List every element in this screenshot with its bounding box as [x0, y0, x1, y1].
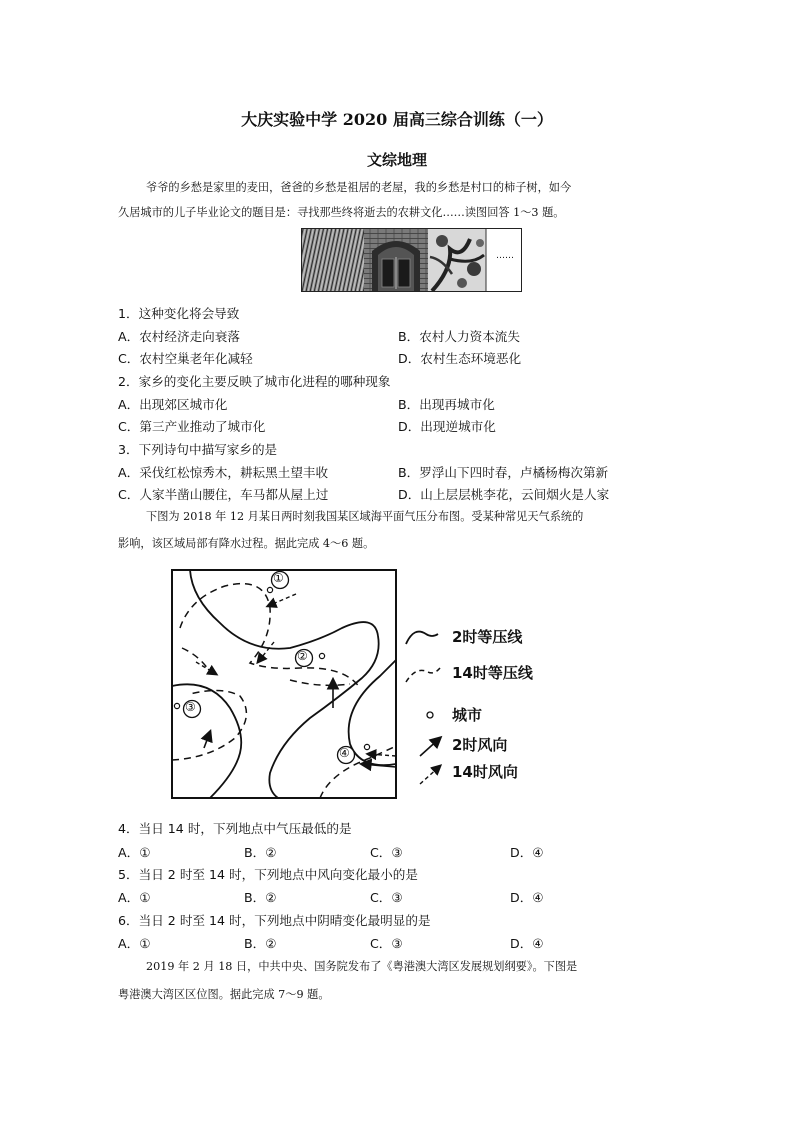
q5-option-b[interactable]: B．② [244, 890, 277, 905]
page-title: 大庆实验中学 2020 届高三综合训练（一） [241, 110, 553, 129]
q4-stem: 4．当日 14 时，下列地点中气压最低的是 [118, 821, 352, 836]
persimmon-tree-photo [428, 229, 486, 291]
legend-2h-wind-symbol [420, 738, 440, 756]
intro1-line2: 久居城市的儿子毕业论文的题目是：寻找那些终将逝去的农耕文化……读图回答 1～3 题。 [118, 206, 565, 219]
legend-symbols [400, 620, 460, 790]
q3-option-b[interactable]: B．罗浮山下四时春，卢橘杨梅次第新 [398, 465, 609, 480]
q1-stem: 1．这种变化将会导致 [118, 306, 240, 321]
q2-option-d[interactable]: D．出现逆城市化 [398, 419, 496, 434]
map-legend [400, 620, 600, 790]
legend-isobar-2h: 2时等压线 [452, 628, 523, 646]
legend-solid-isobar-symbol [406, 632, 438, 644]
point-1-text: ① [273, 571, 284, 585]
q5-option-a[interactable]: A．① [118, 890, 151, 905]
city-dot-3 [174, 703, 179, 708]
q1-option-a[interactable]: A．农村经济走向衰落 [118, 329, 240, 344]
q3-option-d[interactable]: D．山上层层桃李花，云间烟火是人家 [398, 487, 610, 502]
q3-option-a[interactable]: A．采伐红松惊秀木，耕耘黑土望丰收 [118, 465, 329, 480]
q4-option-b[interactable]: B．② [244, 845, 277, 860]
q2-option-b[interactable]: B．出现再城市化 [398, 397, 495, 412]
city-dot-4 [364, 744, 369, 749]
q6-option-d[interactable]: D．④ [510, 936, 544, 951]
legend-wind-14h: 14时风向 [452, 763, 518, 781]
point-2-text: ② [297, 649, 308, 663]
legend-14h-wind-symbol [420, 766, 440, 784]
q5-option-d[interactable]: D．④ [510, 890, 544, 905]
point-4-text: ④ [339, 746, 350, 760]
intro3-line2: 粤港澳大湾区区位图。据此完成 7～9 题。 [118, 988, 330, 1001]
q6-option-c[interactable]: C．③ [370, 936, 403, 951]
legend-city: 城市 [452, 706, 483, 724]
q1-option-d[interactable]: D．农村生态环境恶化 [398, 351, 522, 366]
intro1-line1: 爷爷的乡愁是家里的麦田，爸爸的乡愁是祖居的老屋，我的乡愁是村口的柿子树，如今 [146, 181, 572, 194]
photo-caption: …… [496, 251, 514, 261]
q5-option-c[interactable]: C．③ [370, 890, 403, 905]
page-subtitle: 文综地理 [366, 151, 427, 169]
q4-option-c[interactable]: C．③ [370, 845, 403, 860]
city-dot-2 [319, 653, 324, 658]
q5-stem: 5．当日 2 时至 14 时，下列地点中风向变化最小的是 [118, 867, 418, 882]
legend-dashed-isobar-symbol [406, 668, 440, 682]
intro3-line1: 2019 年 2 月 18 日，中共中央、国务院发布了《粤港澳大湾区发展规划纲要》。下图是 [146, 960, 578, 973]
q6-option-b[interactable]: B．② [244, 936, 277, 951]
q3-stem: 3．下列诗句中描写家乡的是 [118, 442, 278, 457]
intro2-line2: 影响，该区域局部有降水过程。据此完成 4～6 题。 [118, 537, 375, 550]
city-dot-1 [267, 587, 272, 592]
q1-option-c[interactable]: C．农村空巢老年化减轻 [118, 351, 253, 366]
q1-option-b[interactable]: B．农村人力资本流失 [398, 329, 520, 344]
q2-option-a[interactable]: A．出现郊区城市化 [118, 397, 228, 412]
pressure-map-graphic [170, 568, 398, 803]
q2-stem: 2．家乡的变化主要反映了城市化进程的哪种现象 [118, 374, 391, 389]
photo-strip-graphic [302, 229, 521, 291]
old-house-photo [364, 229, 428, 291]
q6-option-a[interactable]: A．① [118, 936, 151, 951]
point-3-text: ③ [185, 700, 196, 714]
q4-option-d[interactable]: D．④ [510, 845, 544, 860]
q2-option-c[interactable]: C．第三产业推动了城市化 [118, 419, 266, 434]
q4-option-a[interactable]: A．① [118, 845, 151, 860]
q6-stem: 6．当日 2 时至 14 时，下列地点中阴晴变化最明显的是 [118, 913, 431, 928]
legend-isobar-14h: 14时等压线 [452, 664, 533, 682]
legend-wind-2h: 2时风向 [452, 736, 508, 754]
q3-option-c[interactable]: C．人家半凿山腰住，车马都从屋上过 [118, 487, 329, 502]
intro2-line1: 下图为 2018 年 12 月某日两时刻我国某区域海平面气压分布图。受某种常见天气系统的 [146, 510, 584, 523]
photo-strip [301, 228, 522, 292]
legend-city-symbol [427, 712, 433, 718]
pressure-map [170, 568, 398, 803]
wheat-field-photo [302, 229, 364, 291]
